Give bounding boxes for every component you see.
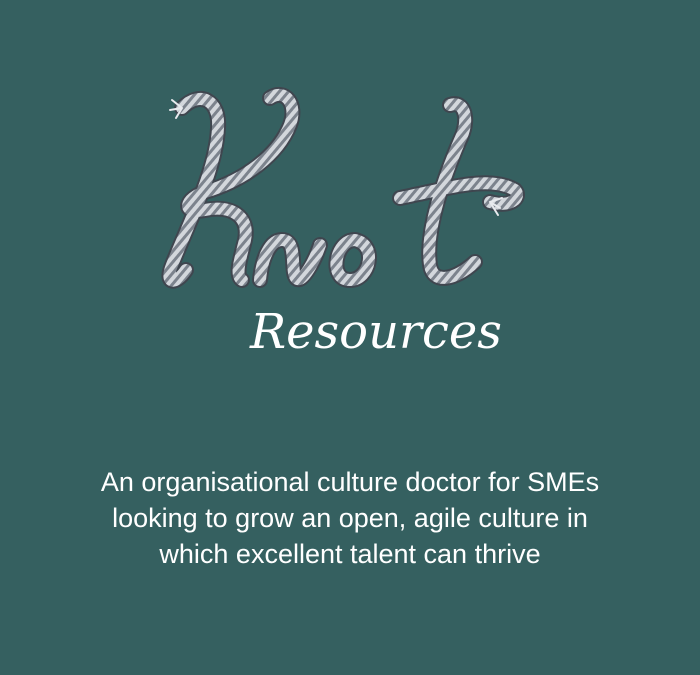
tagline-line: which excellent talent can thrive	[159, 539, 541, 569]
tagline-line: looking to grow an open, agile culture in	[112, 503, 588, 533]
knot-resources-logo	[150, 80, 550, 370]
tagline-line: An organisational culture doctor for SMEs	[100, 467, 600, 497]
logo-subtitle: Resources	[250, 304, 502, 360]
rope-wordmark	[169, 95, 517, 281]
tagline	[20, 464, 680, 572]
